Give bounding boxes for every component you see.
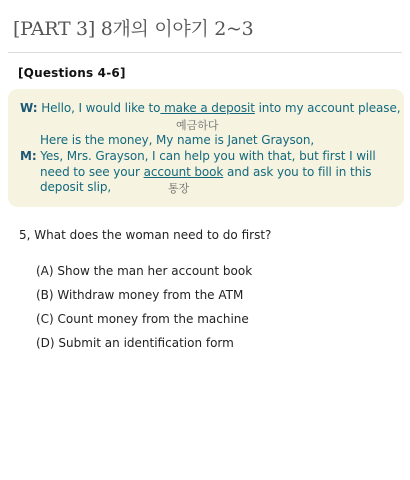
question-text: 5, What does the woman need to do first? — [19, 228, 272, 242]
man-line-2-post: and ask you to fill in this — [223, 165, 372, 179]
vocab-make-deposit: make a deposit — [160, 101, 255, 115]
option-b[interactable]: (B) Withdraw money from the ATM — [36, 288, 244, 302]
woman-line-1-pre: Hello, I would like to — [41, 101, 161, 115]
man-line-3: deposit slip, — [40, 180, 112, 194]
option-d[interactable]: (D) Submit an identification form — [36, 336, 234, 350]
speaker-w: W: — [20, 101, 38, 115]
option-a[interactable]: (A) Show the man her account book — [36, 264, 253, 278]
woman-line-1 — [20, 101, 400, 115]
man-line-1-text: Yes, Mrs. Grayson, I can help you with that, but first I will — [40, 149, 376, 163]
woman-line-2: Here is the money, My name is Janet Grayson, — [40, 133, 315, 147]
option-c[interactable]: (C) Count money from the machine — [36, 312, 249, 326]
page-title: [PART 3] 8개의 이야기 2~3 — [13, 18, 254, 40]
woman-line-1-post: into my account please, — [254, 101, 401, 115]
speaker-m: M: — [20, 149, 37, 163]
header-divider — [8, 52, 402, 53]
man-line-2 — [40, 165, 371, 179]
vocab-account-book: account book — [143, 165, 224, 179]
gloss-make-deposit: 예금하다 — [176, 119, 219, 132]
man-line-2-pre: need to see your — [40, 165, 144, 179]
gloss-account-book: 통장 — [168, 182, 190, 195]
man-line-1 — [20, 149, 376, 163]
section-label: [Questions 4-6] — [18, 66, 126, 80]
